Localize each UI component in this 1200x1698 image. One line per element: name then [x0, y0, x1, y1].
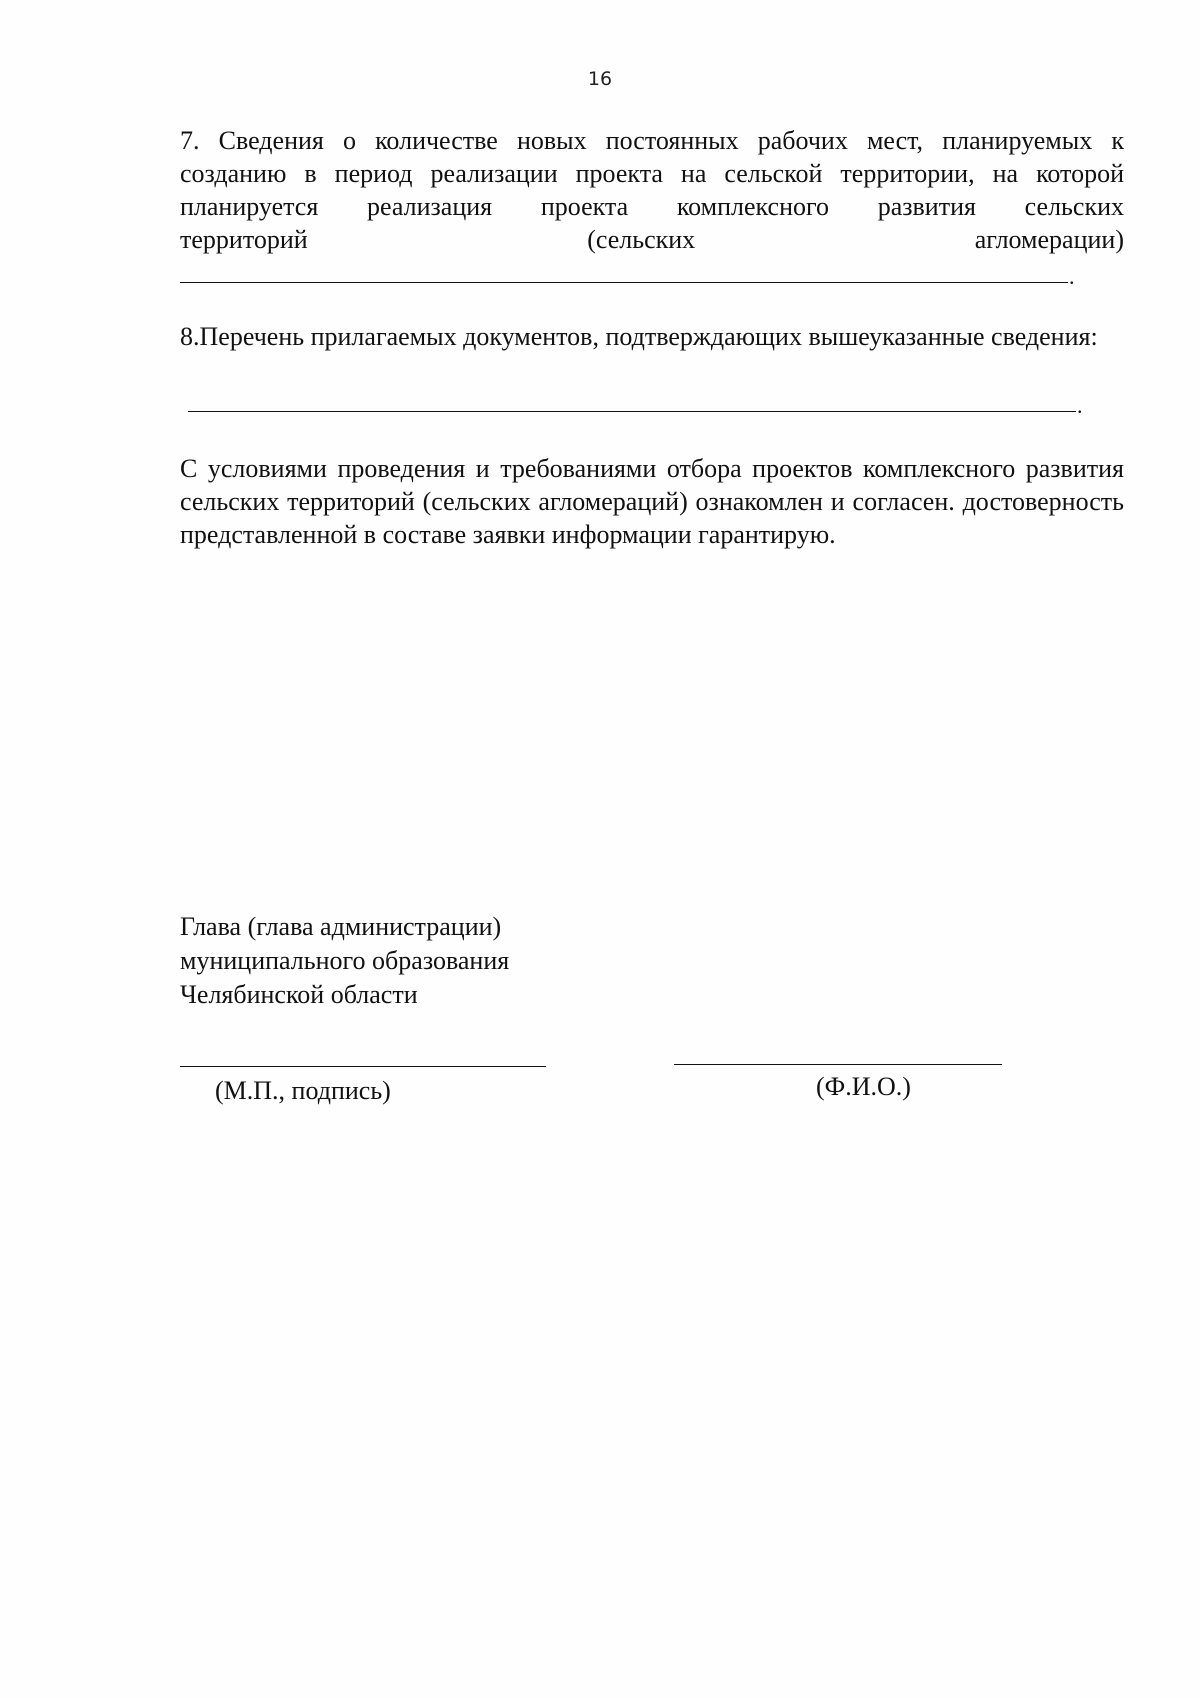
section-7-line-3: планируется реализация проекта комплексного развития сельских — [180, 192, 1124, 221]
section-7-paragraph — [180, 124, 1124, 256]
section-7-line-1: 7. Сведения о количестве новых постоянных рабочих мест, планируемых к — [180, 126, 1124, 155]
page-number: 16 — [587, 68, 613, 90]
section-7-word-agglomeration: агломерации) — [974, 225, 1124, 254]
signatory-title — [180, 910, 509, 1012]
full-name-line[interactable] — [674, 1064, 1002, 1065]
signatory-line-3: Челябинской области — [180, 980, 418, 1009]
signatory-line-2: муниципального образования — [180, 946, 510, 975]
section-7-end-mark: . — [1069, 264, 1075, 289]
signature-line[interactable] — [180, 1066, 546, 1067]
section-7-word-rural: (сельских — [587, 225, 696, 254]
section-7-word-territories: территорий — [180, 225, 308, 254]
section-8-paragraph: 8.Перечень прилагаемых документов, подтверждающих вышеуказанные сведения: — [180, 322, 1098, 351]
signature-caption: (М.П., подпись) — [215, 1076, 391, 1105]
full-name-caption: (Ф.И.О.) — [816, 1072, 911, 1101]
signatory-line-1: Глава (глава администрации) — [180, 912, 502, 941]
agreement-paragraph: С условиями проведения и требованиями отбора проектов комплексного развития сельских территорий (сельских агломераций) ознакомлен и согласен. достоверность представленной в составе заявки информации гарантирую. — [180, 454, 1124, 549]
section-8-answer-line[interactable] — [188, 411, 1076, 412]
section-7-answer-line[interactable] — [180, 282, 1068, 283]
section-7-line-2: созданию в период реализации проекта на сельской территории, на которой — [180, 159, 1124, 188]
section-8-end-mark: . — [1077, 393, 1083, 418]
section-7-line-4 — [180, 223, 1124, 256]
